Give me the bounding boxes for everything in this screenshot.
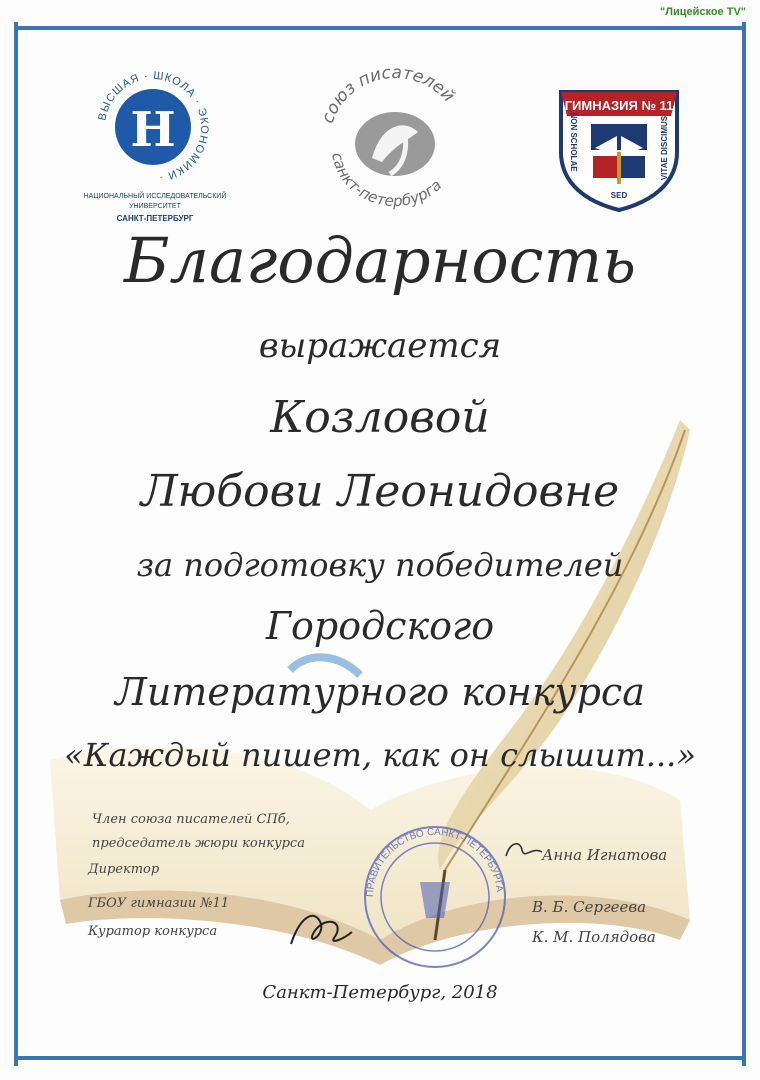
channel-watermark: "Лицейское ТV"	[660, 6, 746, 18]
hse-caption-line2: УНИВЕРСИТЕТ	[129, 203, 181, 210]
official-stamp	[360, 822, 510, 972]
frame-left	[14, 22, 18, 1066]
signer-right-1: Анна Игнатова	[542, 846, 668, 864]
hse-ring-text: ВЫСШАЯ · ШКОЛА · ЭКОНОМИКИ ·	[96, 69, 211, 184]
recipient-surname: Козловой	[270, 392, 490, 443]
stamp-ring-text: ПРАВИТЕЛЬСТВО САНКТ-ПЕТЕРБУРГА	[364, 826, 505, 898]
gymnasium-motto-mid: SED	[610, 191, 628, 200]
reason-line1: за подготовку победителей	[136, 546, 624, 584]
signer-left-line2: председатель жюри конкурса	[92, 836, 305, 851]
handwritten-signature-left	[286, 904, 356, 954]
frame-bottom	[14, 1056, 746, 1060]
signer-right-3: К. М. Полядова	[532, 928, 656, 946]
svg-text:Н: Н	[130, 102, 176, 158]
gymnasium-motto-left: NON SCHOLAE	[569, 112, 578, 172]
reason-line2: Городского	[265, 604, 495, 648]
footer-place-date: Санкт-Петербург, 2018	[262, 982, 498, 1003]
frame-right	[742, 22, 746, 1066]
frame-top	[14, 26, 746, 30]
signer-left-line5: Куратор конкурса	[88, 924, 218, 939]
contest-title: «Каждый пишет, как он слышит...»	[64, 736, 696, 774]
signer-left-line3: Директор	[88, 862, 160, 877]
signer-left-line1: Член союза писателей СПб,	[92, 812, 290, 827]
writers-union-bottom-text: санкт-петербурга	[328, 151, 446, 211]
writers-union-top-text: союз писателей	[317, 62, 459, 126]
gymnasium-banner-text: ГИМНАЗИЯ № 11	[564, 98, 674, 113]
writers-union-logo	[310, 62, 480, 212]
hse-logo	[92, 66, 214, 188]
gymnasium-crest	[555, 82, 683, 212]
recipient-given-names: Любови Леонидовне	[140, 466, 620, 517]
hse-caption-line3: САНКТ-ПЕТЕРБУРГ	[116, 214, 194, 223]
gymnasium-motto-right: VITAE DISCIMUS	[660, 115, 669, 181]
line-expressed: выражается	[258, 326, 502, 366]
hse-caption-line1: НАЦИОНАЛЬНЫЙ ИССЛЕДОВАТЕЛЬСКИЙ	[83, 193, 227, 200]
signer-left-line4: ГБОУ гимназии №11	[88, 896, 230, 911]
signer-right-2: В. Б. Сергеева	[532, 898, 647, 916]
reason-line3: Литературного конкурса	[115, 670, 645, 714]
certificate-title: Благодарность	[123, 224, 637, 297]
